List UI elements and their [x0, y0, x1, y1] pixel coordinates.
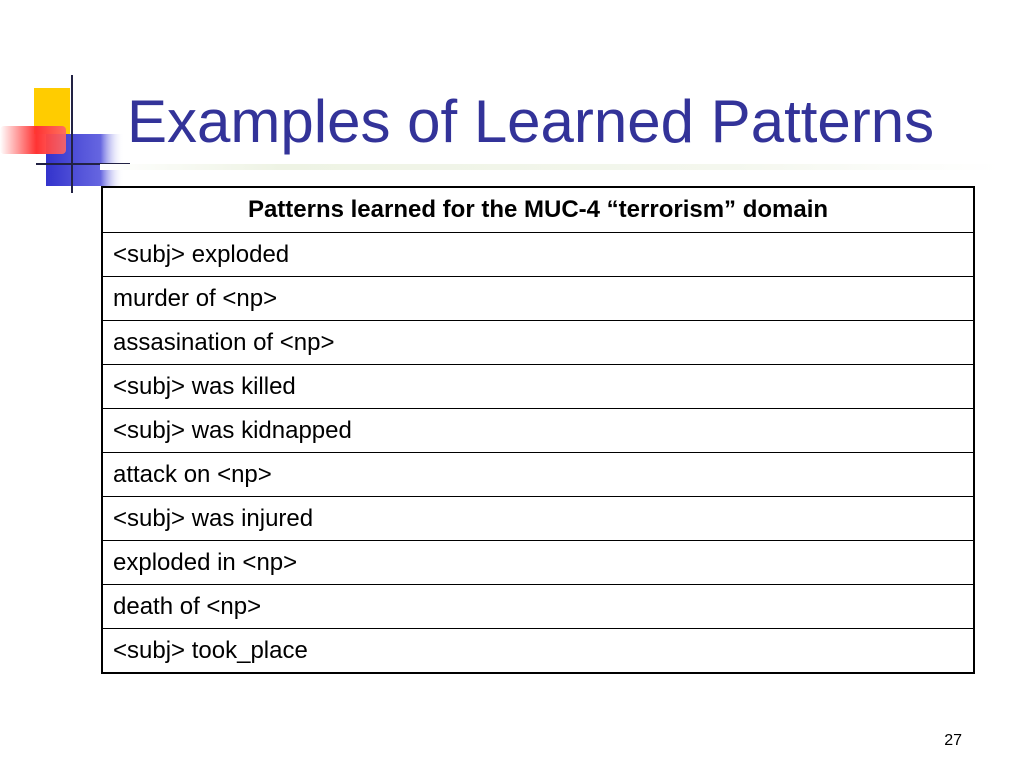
squares-logo-icon	[0, 70, 130, 195]
table-row	[102, 233, 974, 277]
table-row	[102, 541, 974, 585]
table-cell: death of <np>	[102, 585, 974, 629]
table-cell: <subj> took_place	[102, 629, 974, 674]
table-row	[102, 453, 974, 497]
table-header: Patterns learned for the MUC-4 “terrorism” domain	[102, 187, 974, 233]
table-row	[102, 321, 974, 365]
table-row	[102, 277, 974, 321]
table-cell: exploded in <np>	[102, 541, 974, 585]
table-cell: assasination of <np>	[102, 321, 974, 365]
table-row	[102, 629, 974, 674]
table-row	[102, 497, 974, 541]
table-row	[102, 585, 974, 629]
table-cell: attack on <np>	[102, 453, 974, 497]
patterns-table	[101, 186, 975, 674]
table-header-row	[102, 187, 974, 233]
table-cell: <subj> was killed	[102, 365, 974, 409]
table-cell: <subj> exploded	[102, 233, 974, 277]
slide-title: Examples of Learned Patterns	[127, 88, 935, 155]
table-row	[102, 365, 974, 409]
page-number: 27	[944, 732, 962, 749]
table-row	[102, 409, 974, 453]
title-underline	[100, 164, 1000, 170]
table-cell: <subj> was injured	[102, 497, 974, 541]
table-cell: murder of <np>	[102, 277, 974, 321]
table-cell: <subj> was kidnapped	[102, 409, 974, 453]
